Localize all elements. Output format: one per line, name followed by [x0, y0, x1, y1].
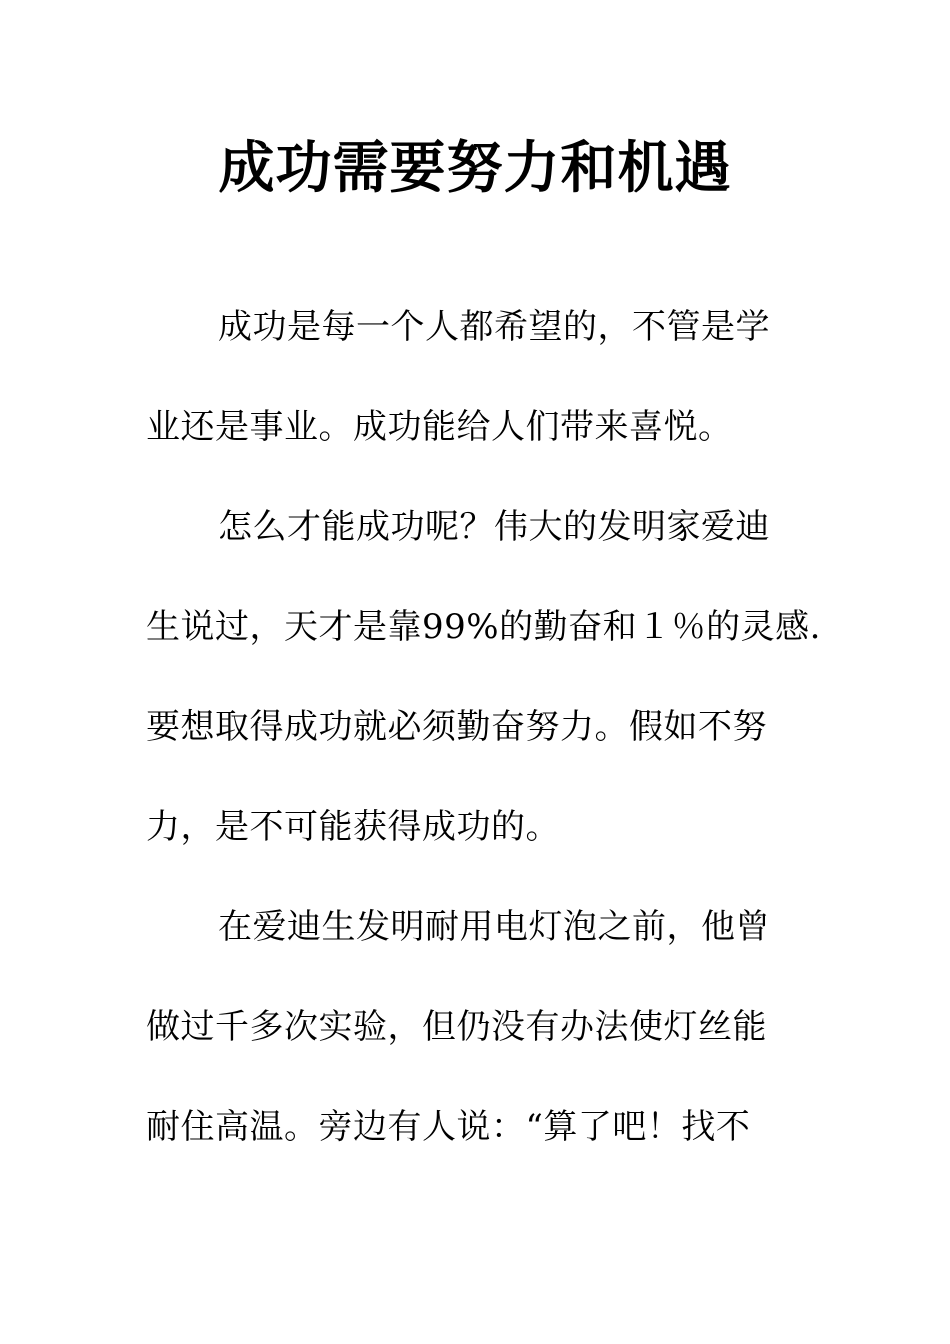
paragraph-line: 生说过，天才是靠99%的勤奋和１％的灵感.	[146, 607, 821, 647]
paragraph-line: 在爱迪生发明耐用电灯泡之前，他曾	[218, 907, 770, 947]
paragraph-line: 做过千多次实验，但仍没有办法使灯丝能	[146, 1007, 767, 1047]
paragraph-line: 耐住高温。旁边有人说：“算了吧！找不	[146, 1107, 751, 1147]
paragraph-line: 怎么才能成功呢？伟大的发明家爱迪	[218, 507, 770, 547]
paragraph-line: 业还是事业。成功能给人们带来喜悦。	[146, 407, 733, 447]
paragraph-line: 成功是每一个人都希望的，不管是学	[218, 307, 770, 347]
paragraph-line: 要想取得成功就必须勤奋努力。假如不努	[146, 707, 767, 747]
paragraph-line: 力，是不可能获得成功的。	[146, 807, 560, 847]
document-title: 成功需要努力和机遇	[218, 135, 732, 201]
